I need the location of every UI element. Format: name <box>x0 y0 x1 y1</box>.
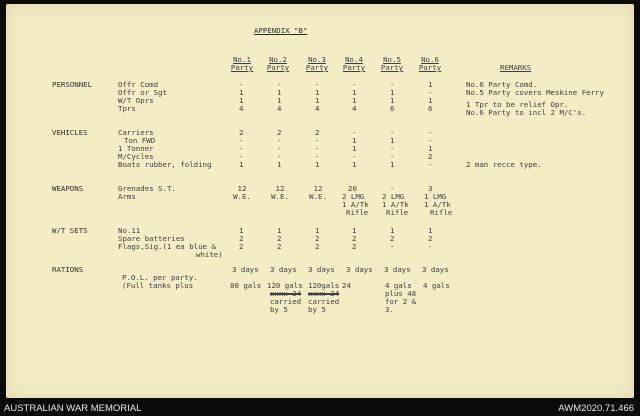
rations-pol-value: 4 gals <box>423 281 450 290</box>
personnel-value: 1 <box>390 96 395 105</box>
vehicles-value: - <box>428 128 433 137</box>
vehicles-value: 1 <box>428 144 433 153</box>
vehicles-item: Boats rubber, folding <box>118 160 212 169</box>
personnel-value: - <box>428 88 433 97</box>
weapons-value: Rifle <box>386 208 409 217</box>
weapons-value: 12 <box>313 184 323 193</box>
weapons-value: W.E. <box>271 192 289 201</box>
party-6-header <box>416 56 444 72</box>
footer-institution: AUSTRALIAN WAR MEMORIAL <box>4 403 142 414</box>
personnel-value: 1 <box>428 96 433 105</box>
vehicles-value: - <box>390 144 395 153</box>
vehicles-value: 1 <box>352 144 357 153</box>
weapons-value: Rifle <box>346 208 369 217</box>
personnel-remark: No.6 Party to incl 2 M/C's. <box>466 108 587 117</box>
wt-sets-value: 1 <box>428 226 433 235</box>
wt-sets-item: white) <box>196 250 223 259</box>
weapons-value: W.E. <box>233 192 251 201</box>
weapons-col-1 <box>230 185 254 201</box>
party-2-label: Party <box>266 63 290 72</box>
personnel-value: 4 <box>315 104 320 113</box>
vehicles-value: 1 <box>315 160 320 169</box>
weapons-item: Grenades S.T. <box>118 184 176 193</box>
personnel-remark: 1 Tpr to be relief Opr. <box>466 100 569 109</box>
vehicles-value: 2 <box>277 128 282 137</box>
rations-pol-value: 24 <box>342 281 351 290</box>
personnel-value: 1 <box>315 88 320 97</box>
weapons-heading: WEAPONS <box>52 184 84 193</box>
personnel-value: - <box>390 80 395 89</box>
vehicles-value: 1 <box>390 136 395 145</box>
rations-heading: RATIONS <box>52 265 84 274</box>
party-5-no: No.5 <box>383 55 401 64</box>
party-3-no: No.3 <box>308 55 326 64</box>
vehicles-value: - <box>352 152 357 161</box>
vehicles-value: - <box>428 160 433 169</box>
vehicles-value: - <box>390 152 395 161</box>
page-title: APPENDIX "B" <box>254 26 308 35</box>
personnel-item: W/T Oprs <box>118 96 154 105</box>
rations-item: (Full tanks plus <box>122 281 194 290</box>
vehicles-value: - <box>315 136 320 145</box>
weapons-value: 3 <box>428 184 433 193</box>
wt-sets-value: 2 <box>239 242 244 251</box>
weapons-value: 1 A/Tk <box>342 200 369 209</box>
rations-pol-value: plus 48 <box>385 289 417 298</box>
vehicles-value: 1 <box>352 160 357 169</box>
rations-days: 3 days <box>346 265 373 274</box>
weapons-value: 20 <box>348 184 357 193</box>
vehicles-value: 2 <box>428 152 433 161</box>
vehicles-value: 1 <box>277 160 282 169</box>
rations-pol-value: for 2 & <box>385 297 417 306</box>
rations-pol-value: 120gals <box>308 281 340 290</box>
party-2-no: No.2 <box>269 55 287 64</box>
party-1-label: Party <box>230 63 254 72</box>
rations-pol-value: by 5 <box>270 305 288 314</box>
vehicles-value: 1 <box>239 160 244 169</box>
vehicles-value: - <box>277 136 282 145</box>
party-3-label: Party <box>305 63 329 72</box>
footer-accession-number: AWM2020.71.466 <box>558 403 634 414</box>
weapons-col-3 <box>306 185 330 201</box>
personnel-value: 1 <box>352 88 357 97</box>
rations-pol-value: carried <box>308 297 340 306</box>
weapons-value: W.E. <box>309 192 327 201</box>
vehicles-value: - <box>390 128 395 137</box>
personnel-value: 6 <box>428 104 433 113</box>
struck-out-text: xxxx 24 <box>308 289 340 298</box>
personnel-value: 1 <box>390 88 395 97</box>
personnel-remark: No.6 Party Comd. <box>466 80 538 89</box>
party-1-header <box>228 56 256 72</box>
vehicles-heading: VEHICLES <box>52 128 88 137</box>
rations-pol-value: by 5 <box>308 305 326 314</box>
personnel-value: 6 <box>390 104 395 113</box>
vehicles-item: Carriers <box>118 128 154 137</box>
wt-sets-value: 2 <box>352 234 357 243</box>
wt-sets-value: - <box>390 242 395 251</box>
vehicles-value: - <box>315 152 320 161</box>
weapons-value: 12 <box>275 184 285 193</box>
party-6-no: No.6 <box>421 55 439 64</box>
personnel-value: - <box>277 80 282 89</box>
document-page <box>6 4 634 398</box>
personnel-value: - <box>315 80 320 89</box>
vehicles-remark: 2 man recce type. <box>466 160 542 169</box>
personnel-value: 1 <box>352 96 357 105</box>
personnel-value: 1 <box>277 88 282 97</box>
vehicles-item: Ton FWD <box>124 136 156 145</box>
weapons-value: Rifle <box>430 208 453 217</box>
rations-days: 3 days <box>384 265 411 274</box>
struck-out-text: xxxx 24 <box>270 289 302 298</box>
wt-sets-value: 2 <box>352 242 357 251</box>
wt-sets-value: 1 <box>352 226 357 235</box>
vehicles-value: - <box>277 144 282 153</box>
rations-pol-value: 120 gals <box>267 281 303 290</box>
personnel-value: 1 <box>277 96 282 105</box>
personnel-value: 4 <box>352 104 357 113</box>
vehicles-value: 1 <box>390 160 395 169</box>
personnel-value: 4 <box>239 104 244 113</box>
personnel-remark: No.5 Party covers Meskine Ferry <box>466 88 604 97</box>
wt-sets-value: 2 <box>277 242 282 251</box>
rations-days: 3 days <box>270 265 297 274</box>
wt-sets-value: 1 <box>390 226 395 235</box>
personnel-value: - <box>239 80 244 89</box>
rations-pol-value: 80 gals <box>230 281 262 290</box>
personnel-value: 1 <box>239 96 244 105</box>
wt-sets-value: 2 <box>428 234 433 243</box>
vehicles-item: M/Cycles <box>118 152 154 161</box>
rations-item: P.O.L. per party. <box>122 273 198 282</box>
rations-days: 3 days <box>422 265 449 274</box>
wt-sets-value: 2 <box>390 234 395 243</box>
party-5-label: Party <box>380 63 404 72</box>
party-4-no: No.4 <box>345 55 363 64</box>
weapons-value: 2 LMG <box>382 192 405 201</box>
vehicles-value: - <box>239 152 244 161</box>
rations-pol-value: carried <box>270 297 302 306</box>
wt-sets-value: 2 <box>315 234 320 243</box>
wt-sets-value: 2 <box>277 234 282 243</box>
party-5-header <box>378 56 406 72</box>
wt-sets-value: 2 <box>315 242 320 251</box>
vehicles-value: 2 <box>315 128 320 137</box>
party-2-header <box>264 56 292 72</box>
vehicles-value: - <box>239 144 244 153</box>
wt-sets-heading: W/T SETS <box>52 226 88 235</box>
wt-sets-value: 1 <box>239 226 244 235</box>
wt-sets-item: Flags,Sig.(1 ea blue & <box>118 242 216 251</box>
wt-sets-item: No.11 <box>118 226 141 235</box>
weapons-value: 1 A/Tk <box>382 200 409 209</box>
personnel-value: 1 <box>315 96 320 105</box>
party-6-label: Party <box>418 63 442 72</box>
vehicles-value: - <box>352 128 357 137</box>
vehicles-value: - <box>277 152 282 161</box>
personnel-item: Offr or Sgt <box>118 88 167 97</box>
wt-sets-value: 2 <box>239 234 244 243</box>
party-4-label: Party <box>342 63 366 72</box>
wt-sets-value: 1 <box>315 226 320 235</box>
rations-days: 3 days <box>308 265 335 274</box>
remarks-header: REMARKS <box>500 63 532 72</box>
weapons-item: Arms <box>118 192 136 201</box>
weapons-value: 2 LMG <box>342 192 365 201</box>
party-1-no: No.1 <box>233 55 251 64</box>
personnel-heading: PERSONNEL <box>52 80 93 89</box>
vehicles-item: 1 Tonner <box>118 144 154 153</box>
vehicles-value: - <box>239 136 244 145</box>
vehicles-value: 2 <box>239 128 244 137</box>
personnel-item: Offr Comd <box>118 80 159 89</box>
wt-sets-value: - <box>428 242 433 251</box>
vehicles-value: - <box>428 136 433 145</box>
personnel-value: - <box>352 80 357 89</box>
vehicles-value: - <box>315 144 320 153</box>
personnel-value: 1 <box>428 80 433 89</box>
personnel-item: Tprs <box>118 104 136 113</box>
rations-days: 3 days <box>232 265 259 274</box>
party-3-header <box>303 56 331 72</box>
party-4-header <box>340 56 368 72</box>
personnel-value: 1 <box>239 88 244 97</box>
weapons-value: - <box>390 184 395 193</box>
weapons-col-2 <box>268 185 292 201</box>
weapons-value: 1 A/Tk <box>424 200 451 209</box>
wt-sets-value: 1 <box>277 226 282 235</box>
personnel-value: 4 <box>277 104 282 113</box>
weapons-value: 1 LMG <box>424 192 447 201</box>
rations-pol-value: 3. <box>385 305 394 314</box>
weapons-value: 12 <box>237 184 247 193</box>
vehicles-value: 1 <box>352 136 357 145</box>
rations-pol-value: 4 gals <box>385 281 412 290</box>
wt-sets-item: Spare batteries <box>118 234 185 243</box>
